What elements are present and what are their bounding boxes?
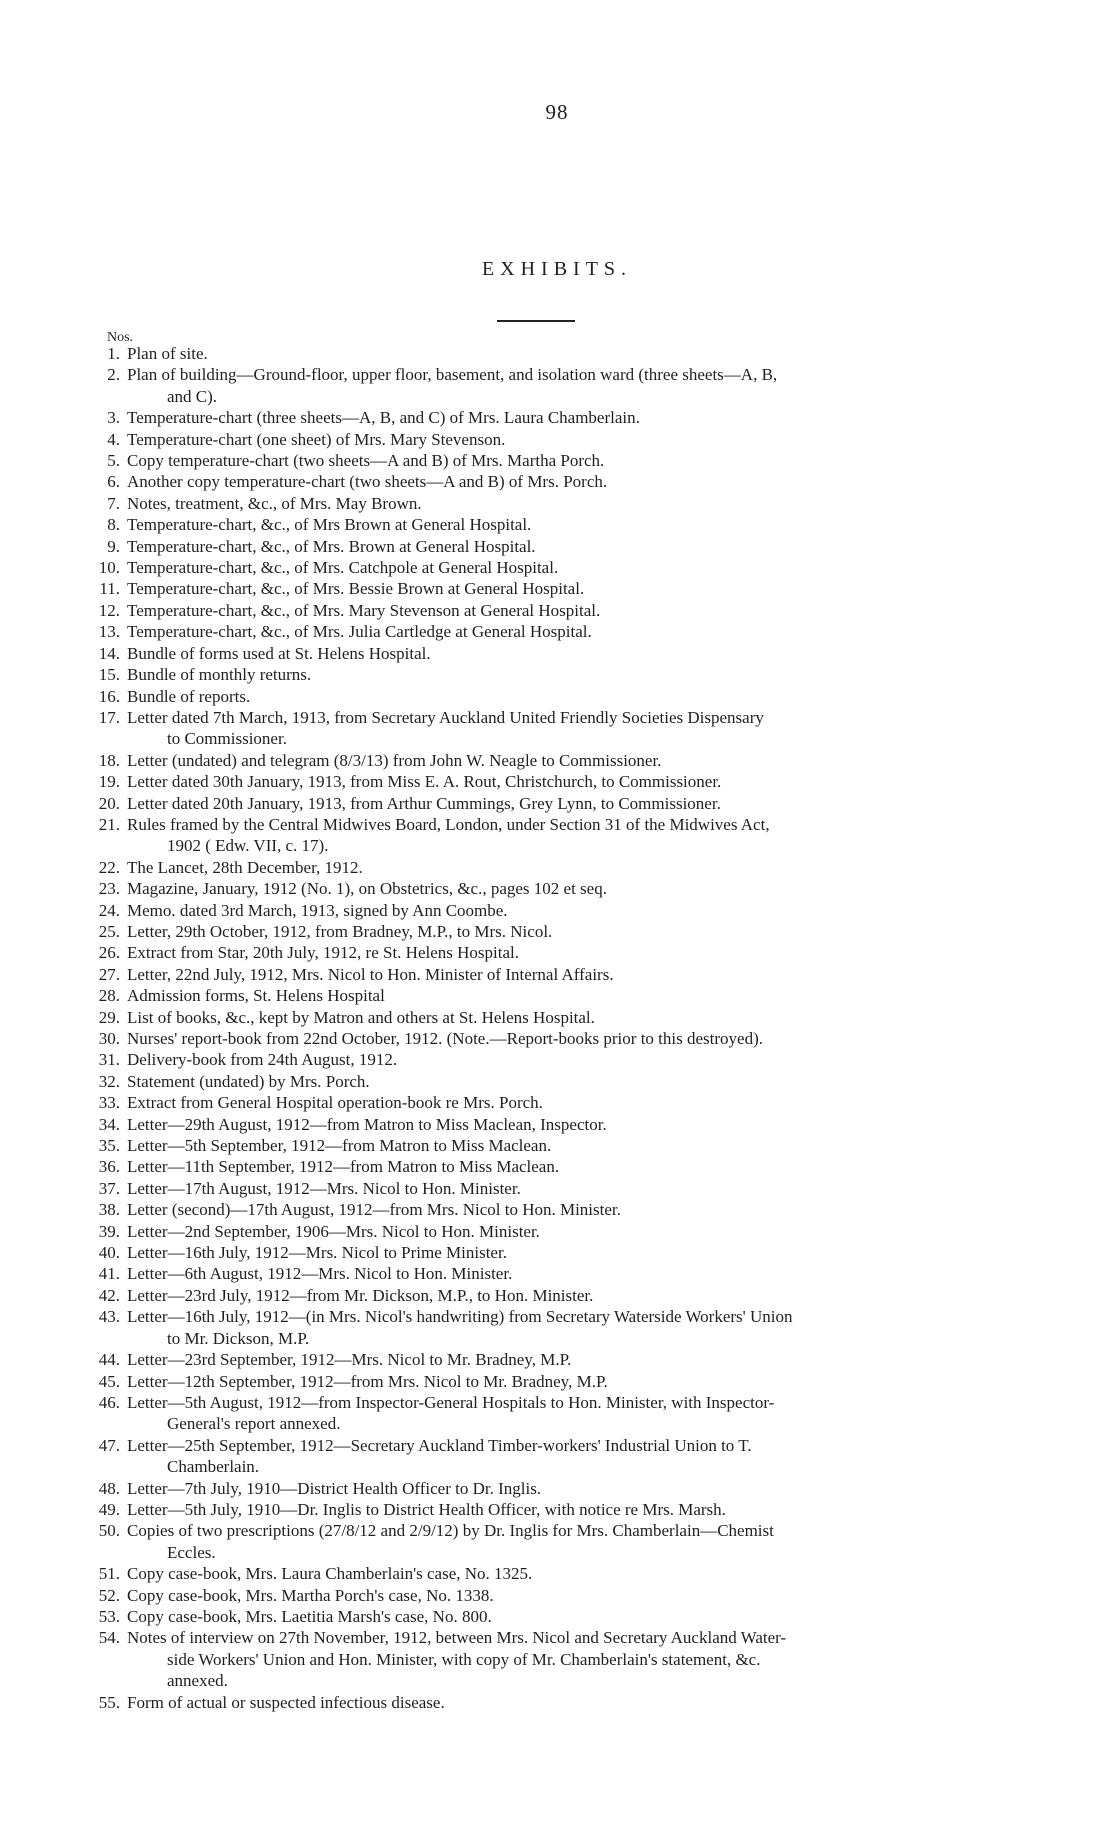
exhibit-number: 24.	[98, 900, 120, 920]
exhibit-item	[0, 814, 1114, 857]
exhibit-item	[0, 1606, 1114, 1627]
exhibit-item	[0, 578, 1114, 599]
exhibit-text-continued: Eccles.	[167, 1542, 216, 1562]
exhibit-item	[0, 750, 1114, 771]
exhibit-number: 7.	[107, 493, 120, 513]
exhibit-text: Letter—12th September, 1912—from Mrs. Nicol to Mr. Bradney, M.P.	[127, 1371, 608, 1391]
exhibits-list	[0, 343, 1114, 1713]
exhibit-number: 43.	[98, 1307, 120, 1327]
exhibit-item	[0, 364, 1114, 407]
exhibit-item	[0, 643, 1114, 664]
exhibit-text: Letter—25th September, 1912—Secretary Auckland Timber-workers' Industrial Union to T.	[127, 1435, 752, 1455]
exhibit-number: 42.	[98, 1285, 120, 1305]
exhibit-text: Copy case-book, Mrs. Laetitia Marsh's case, No. 800.	[127, 1606, 492, 1626]
exhibit-item	[0, 1007, 1114, 1028]
exhibit-text: Letter—2nd September, 1906—Mrs. Nicol to Hon. Minister.	[127, 1221, 540, 1241]
exhibit-item	[0, 1692, 1114, 1713]
exhibit-text: Letter—16th July, 1912—(in Mrs. Nicol's handwriting) from Secretary Waterside Workers' Union	[127, 1307, 793, 1327]
exhibit-number: 48.	[98, 1478, 120, 1498]
exhibit-number: 12.	[98, 600, 120, 620]
exhibit-text-continued: side Workers' Union and Hon. Minister, with copy of Mr. Chamberlain's statement, &c.	[167, 1649, 761, 1669]
exhibit-number: 1.	[107, 344, 120, 363]
exhibit-item	[0, 1520, 1114, 1563]
exhibit-text: Another copy temperature-chart (two sheets—A and B) of Mrs. Porch.	[127, 472, 608, 492]
exhibit-number: 34.	[98, 1114, 120, 1134]
exhibit-text: Letter—5th August, 1912—from Inspector-General Hospitals to Hon. Minister, with Inspector-	[127, 1392, 775, 1412]
exhibit-number: 51.	[98, 1564, 120, 1584]
title-rule	[497, 320, 575, 322]
exhibit-item	[0, 1178, 1114, 1199]
exhibit-number: 28.	[98, 986, 120, 1006]
exhibit-text: Copy case-book, Mrs. Martha Porch's case, No. 1338.	[127, 1585, 494, 1605]
exhibit-text: Temperature-chart, &c., of Mrs. Catchpole at General Hospital.	[127, 558, 559, 578]
exhibit-item	[0, 1563, 1114, 1584]
exhibit-item	[0, 1242, 1114, 1263]
exhibit-text: Extract from General Hospital operation-book re Mrs. Porch.	[127, 1093, 543, 1113]
exhibit-text: List of books, &c., kept by Matron and others at St. Helens Hospital.	[127, 1007, 595, 1027]
exhibit-item	[0, 707, 1114, 750]
exhibit-number: 52.	[98, 1585, 120, 1605]
exhibit-number: 45.	[98, 1371, 120, 1391]
exhibit-item	[0, 1371, 1114, 1392]
exhibit-number: 40.	[98, 1243, 120, 1263]
exhibit-number: 10.	[98, 558, 120, 578]
exhibit-text-continued: to Mr. Dickson, M.P.	[167, 1328, 310, 1348]
exhibit-item	[0, 1049, 1114, 1070]
exhibit-number: 55.	[98, 1692, 120, 1712]
exhibit-item	[0, 985, 1114, 1006]
exhibit-item	[0, 1114, 1114, 1135]
nos-label: Nos.	[107, 330, 134, 345]
exhibit-number: 8.	[107, 515, 120, 535]
exhibit-text: Letter—23rd September, 1912—Mrs. Nicol to Mr. Bradney, M.P.	[127, 1350, 572, 1370]
exhibit-item	[0, 664, 1114, 685]
exhibit-number: 19.	[98, 772, 120, 792]
exhibit-number: 13.	[98, 622, 120, 642]
exhibit-text: Temperature-chart, &c., of Mrs. Brown at General Hospital.	[127, 536, 536, 556]
exhibit-number: 30.	[98, 1029, 120, 1048]
exhibit-number: 23.	[98, 879, 120, 899]
exhibit-item	[0, 771, 1114, 792]
exhibit-text: Admission forms, St. Helens Hospital	[127, 986, 385, 1006]
exhibit-item	[0, 1071, 1114, 1092]
exhibit-item	[0, 1478, 1114, 1499]
exhibit-number: 5.	[107, 451, 120, 471]
exhibit-number: 9.	[107, 536, 120, 556]
exhibit-item	[0, 1156, 1114, 1177]
exhibit-item	[0, 942, 1114, 963]
exhibit-number: 32.	[98, 1071, 120, 1091]
exhibit-text: Temperature-chart, &c., of Mrs. Bessie Brown at General Hospital.	[127, 579, 585, 599]
exhibit-text: Notes of interview on 27th November, 1912, between Mrs. Nicol and Secretary Auckland Water-	[127, 1628, 787, 1648]
exhibit-number: 18.	[98, 750, 120, 770]
exhibit-text: Letter (undated) and telegram (8/3/13) from John W. Neagle to Commissioner.	[127, 750, 662, 770]
exhibit-number: 27.	[98, 964, 120, 984]
exhibit-text: Letter—16th July, 1912—Mrs. Nicol to Prime Minister.	[127, 1243, 507, 1263]
exhibit-number: 47.	[98, 1435, 120, 1455]
exhibit-item	[0, 1585, 1114, 1606]
exhibit-text: Letter—17th August, 1912—Mrs. Nicol to Hon. Minister.	[127, 1178, 521, 1198]
exhibit-text: Letter dated 20th January, 1913, from Arthur Cummings, Grey Lynn, to Commissioner.	[127, 793, 721, 813]
exhibit-text-continued: and C).	[167, 386, 218, 406]
exhibit-text: Temperature-chart (three sheets—A, B, and C) of Mrs. Laura Chamberlain.	[127, 408, 640, 428]
exhibit-number: 14.	[98, 643, 120, 663]
exhibit-number: 15.	[98, 665, 120, 685]
exhibit-number: 41.	[98, 1264, 120, 1284]
exhibit-item	[0, 514, 1114, 535]
exhibit-text: Statement (undated) by Mrs. Porch.	[127, 1071, 370, 1091]
exhibit-text: Bundle of monthly returns.	[127, 665, 312, 685]
exhibit-text-continued: annexed.	[167, 1671, 228, 1691]
exhibit-number: 11.	[99, 579, 120, 599]
exhibit-item	[0, 1499, 1114, 1520]
exhibit-number: 4.	[107, 429, 120, 449]
page-number: 98	[545, 100, 569, 124]
exhibit-item	[0, 857, 1114, 878]
exhibit-item	[0, 793, 1114, 814]
exhibit-text: Temperature-chart, &c., of Mrs. Mary Stevenson at General Hospital.	[127, 600, 601, 620]
exhibit-number: 21.	[98, 814, 120, 834]
exhibit-item	[0, 343, 1114, 364]
exhibit-text: Form of actual or suspected infectious disease.	[127, 1692, 445, 1712]
exhibit-number: 49.	[98, 1499, 120, 1519]
exhibit-text: Letter, 22nd July, 1912, Mrs. Nicol to Hon. Minister of Internal Affairs.	[127, 964, 614, 984]
exhibit-number: 31.	[98, 1050, 120, 1070]
exhibit-text: Copy temperature-chart (two sheets—A and B) of Mrs. Martha Porch.	[127, 451, 605, 471]
exhibit-item	[0, 921, 1114, 942]
exhibit-text: Bundle of reports.	[127, 686, 251, 706]
exhibit-number: 20.	[98, 793, 120, 813]
exhibit-item	[0, 1028, 1114, 1049]
exhibit-text: Plan of building—Ground-floor, upper floor, basement, and isolation ward (three sheets—A, B,	[127, 365, 778, 385]
exhibit-item	[0, 1221, 1114, 1242]
exhibit-item	[0, 878, 1114, 899]
page-title: EXHIBITS.	[481, 258, 633, 280]
exhibit-item	[0, 1285, 1114, 1306]
exhibit-text: Temperature-chart (one sheet) of Mrs. Mary Stevenson.	[127, 429, 506, 449]
exhibit-item	[0, 1392, 1114, 1435]
exhibit-number: 2.	[107, 365, 120, 385]
exhibit-text: Copies of two prescriptions (27/8/12 and 2/9/12) by Dr. Inglis for Mrs. Chamberlain—Chemist	[127, 1521, 774, 1541]
exhibit-item	[0, 1135, 1114, 1156]
exhibit-number: 16.	[98, 686, 120, 706]
exhibit-number: 3.	[107, 408, 120, 428]
exhibit-text: Letter—6th August, 1912—Mrs. Nicol to Hon. Minister.	[127, 1264, 513, 1284]
exhibit-text: Nurses' report-book from 22nd October, 1912. (Note.—Report-books prior to this destroyed).	[127, 1029, 763, 1048]
exhibit-text: Letter, 29th October, 1912, from Bradney, M.P., to Mrs. Nicol.	[127, 921, 553, 941]
exhibit-text: Bundle of forms used at St. Helens Hospital.	[127, 643, 431, 663]
exhibit-text: Letter dated 7th March, 1913, from Secretary Auckland United Friendly Societies Dispensary	[127, 707, 764, 727]
exhibit-number: 29.	[98, 1007, 120, 1027]
exhibit-number: 33.	[98, 1093, 120, 1113]
exhibit-number: 26.	[98, 943, 120, 963]
exhibit-text: Letter (second)—17th August, 1912—from Mrs. Nicol to Hon. Minister.	[127, 1200, 621, 1220]
exhibit-number: 25.	[98, 921, 120, 941]
exhibit-number: 22.	[98, 857, 120, 877]
exhibit-item	[0, 557, 1114, 578]
exhibit-text: Temperature-chart, &c., of Mrs. Julia Cartledge at General Hospital.	[127, 622, 592, 642]
exhibit-item	[0, 1306, 1114, 1349]
exhibit-number: 37.	[98, 1178, 120, 1198]
exhibit-item	[0, 964, 1114, 985]
exhibit-text: Memo. dated 3rd March, 1913, signed by Ann Coombe.	[127, 900, 508, 920]
exhibit-item	[0, 1092, 1114, 1113]
exhibit-number: 36.	[98, 1157, 120, 1177]
exhibit-item	[0, 1263, 1114, 1284]
exhibit-text: Copy case-book, Mrs. Laura Chamberlain's case, No. 1325.	[127, 1564, 533, 1584]
exhibit-number: 17.	[98, 707, 120, 727]
exhibit-number: 35.	[98, 1136, 120, 1156]
exhibit-item	[0, 536, 1114, 557]
exhibit-number: 50.	[98, 1521, 120, 1541]
exhibit-number: 39.	[98, 1221, 120, 1241]
exhibit-text: Extract from Star, 20th July, 1912, re St. Helens Hospital.	[127, 943, 519, 963]
exhibit-item	[0, 686, 1114, 707]
exhibit-text-continued: General's report annexed.	[167, 1414, 341, 1434]
exhibit-text: Letter—11th September, 1912—from Matron to Miss Maclean.	[127, 1157, 560, 1177]
exhibit-text: Delivery-book from 24th August, 1912.	[127, 1050, 398, 1070]
exhibit-number: 46.	[98, 1392, 120, 1412]
exhibit-text: Letter—23rd July, 1912—from Mr. Dickson, M.P., to Hon. Minister.	[127, 1285, 594, 1305]
exhibit-text: Letter dated 30th January, 1913, from Miss E. A. Rout, Christchurch, to Commissioner.	[127, 772, 722, 792]
exhibit-item	[0, 1627, 1114, 1691]
exhibit-number: 6.	[107, 472, 120, 492]
exhibit-number: 38.	[98, 1200, 120, 1220]
exhibit-number: 53.	[98, 1606, 120, 1626]
exhibit-item	[0, 471, 1114, 492]
exhibit-text: The Lancet, 28th December, 1912.	[127, 857, 363, 877]
exhibit-text: Rules framed by the Central Midwives Board, London, under Section 31 of the Midwives Act,	[127, 814, 770, 834]
exhibit-text: Letter—5th September, 1912—from Matron to Miss Maclean.	[127, 1136, 552, 1156]
exhibit-text: Letter—29th August, 1912—from Matron to Miss Maclean, Inspector.	[127, 1114, 607, 1134]
exhibit-text: Magazine, January, 1912 (No. 1), on Obstetrics, &c., pages 102 et seq.	[127, 879, 607, 899]
exhibit-text: Notes, treatment, &c., of Mrs. May Brown.	[127, 493, 422, 513]
exhibit-item	[0, 450, 1114, 471]
exhibit-item	[0, 1349, 1114, 1370]
exhibit-item	[0, 1199, 1114, 1220]
exhibit-item	[0, 600, 1114, 621]
exhibit-text: Plan of site.	[127, 344, 208, 363]
exhibit-number: 54.	[98, 1628, 120, 1648]
exhibit-item	[0, 900, 1114, 921]
exhibit-item	[0, 1435, 1114, 1478]
exhibit-text-continued: 1902 ( Edw. VII, c. 17).	[167, 836, 329, 856]
exhibit-item	[0, 621, 1114, 642]
exhibit-text: Letter—7th July, 1910—District Health Officer to Dr. Inglis.	[127, 1478, 542, 1498]
exhibit-item	[0, 429, 1114, 450]
exhibit-item	[0, 407, 1114, 428]
exhibit-number: 44.	[98, 1350, 120, 1370]
exhibit-text: Letter—5th July, 1910—Dr. Inglis to District Health Officer, with notice re Mrs. Marsh.	[127, 1499, 726, 1519]
exhibit-item	[0, 493, 1114, 514]
exhibit-text-continued: Chamberlain.	[167, 1457, 260, 1477]
exhibit-text-continued: to Commissioner.	[167, 729, 287, 749]
exhibit-text: Temperature-chart, &c., of Mrs Brown at General Hospital.	[127, 515, 532, 535]
